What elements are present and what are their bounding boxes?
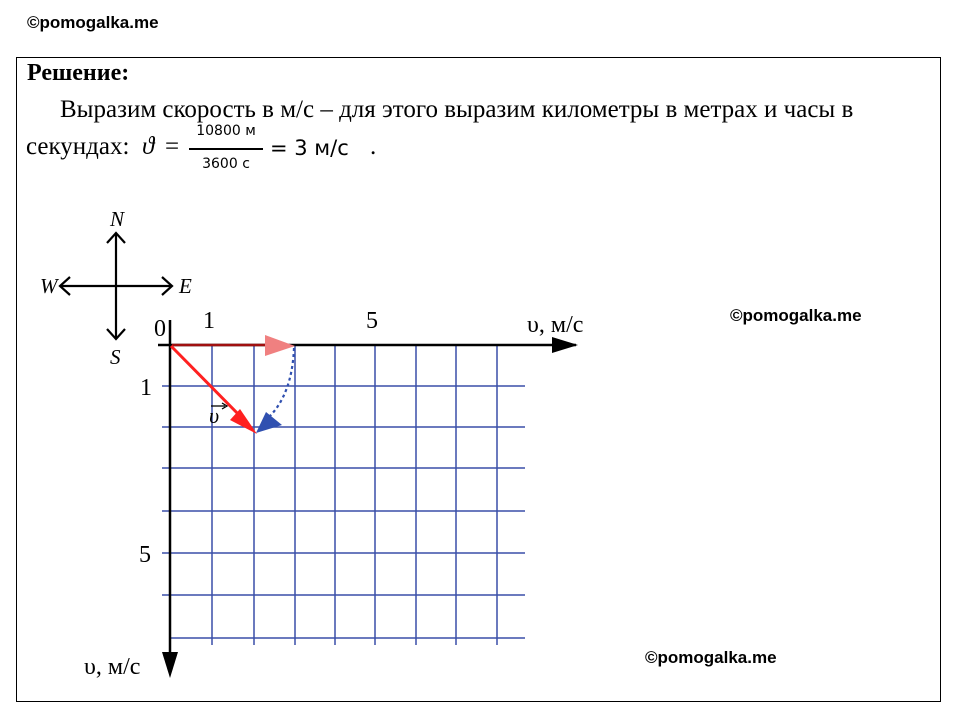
x-tick-1: 1 — [203, 308, 215, 334]
rotation-arrowhead-icon — [256, 412, 282, 433]
solution-text-line1: Выразим скорость в м/с – для этого выразим километры в метрах и часы в — [60, 96, 854, 123]
result-value: = 3 м/с — [270, 136, 349, 160]
x-tick-5: 5 — [366, 308, 378, 334]
compass-east: E — [179, 274, 192, 298]
y-tick-1: 1 — [140, 375, 152, 401]
compass-north: N — [110, 207, 125, 231]
rotation-arc — [268, 348, 294, 418]
east-vector-arrowhead-icon — [265, 335, 295, 356]
watermark-middle: ©pomogalka.me — [730, 306, 862, 325]
velocity-symbol: ϑ — [142, 133, 155, 160]
period: . — [370, 133, 377, 160]
x-axis-label: υ, м/с — [527, 312, 584, 338]
y-axis-label: υ, м/с — [84, 654, 141, 680]
compass-south: S — [110, 345, 121, 369]
y-tick-5: 5 — [139, 542, 151, 568]
line2-prefix: секундах: — [26, 133, 130, 160]
watermark-top: ©pomogalka.me — [27, 13, 159, 32]
y-axis-arrow-icon — [162, 652, 178, 678]
equals-sign: = — [165, 133, 180, 160]
fraction-numerator: 10800 м — [196, 123, 256, 139]
compass-west: W — [40, 274, 58, 298]
fraction-denominator: 3600 с — [202, 156, 250, 172]
origin-label: 0 — [154, 316, 166, 342]
vector-label: υ — [209, 403, 220, 428]
watermark-bottom: ©pomogalka.me — [645, 648, 777, 667]
x-axis-arrow-icon — [552, 337, 578, 353]
velocity-vector-arrowhead-icon — [230, 409, 257, 434]
solution-title: Решение: — [27, 60, 130, 86]
